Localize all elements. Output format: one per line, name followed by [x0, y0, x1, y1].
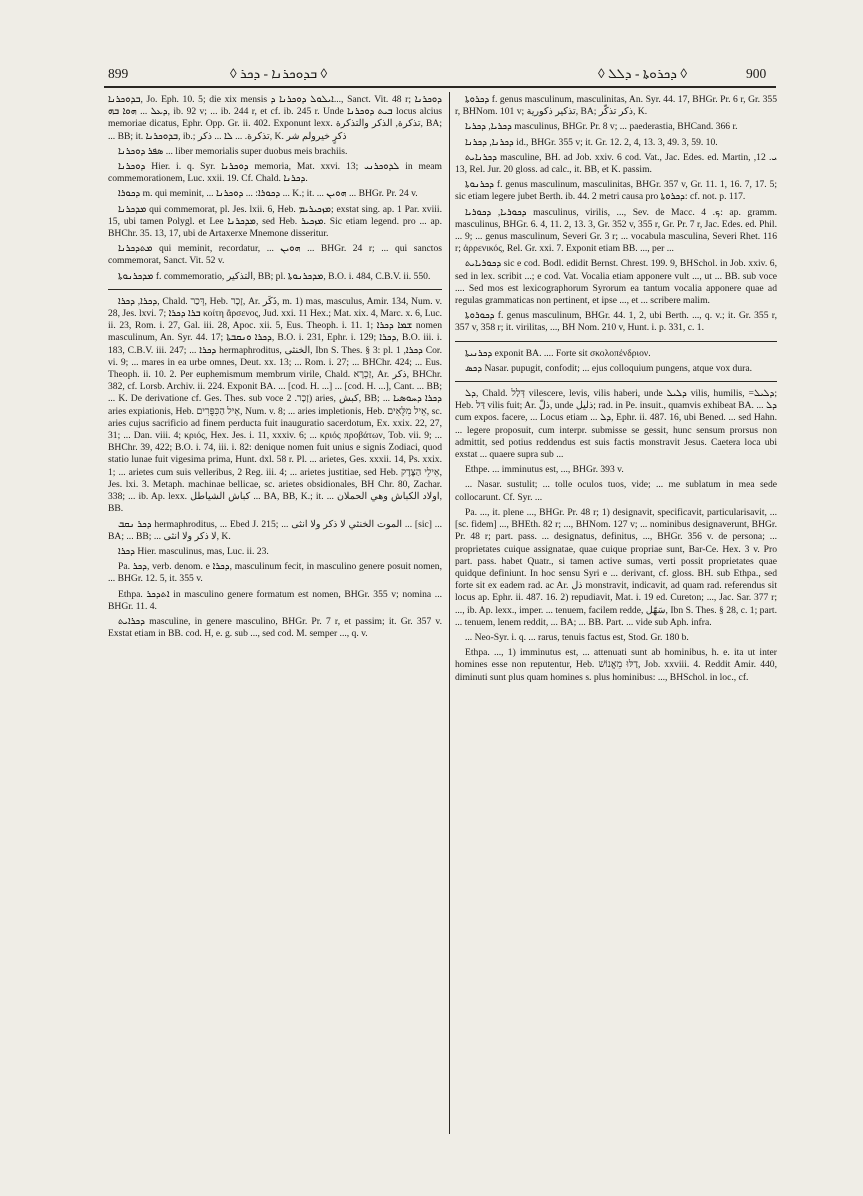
- left-page-number: 899: [108, 66, 129, 81]
- header-rule: [104, 86, 776, 88]
- entry: ܕܟܪܝܐ, ܕܟܪܝܐ masculinus, BHGr. Pr. 8 v; ... paederastia, BHCand. 366 r.: [465, 121, 738, 133]
- right-page-number: 900: [746, 66, 767, 81]
- entry: ܕܟܪ ܢܩܒ hermaphroditus, ... Ebed J. 215; ... الموت الخنثي لا ذكر ولا انثى ... [sic] ... BA; ... BB; ... لا ذكر ولا انثى, K.: [108, 518, 442, 542]
- entry: ܕܟܪܢܝܬܐ exponit BA. .... Forte sit σκολοπένδριον.: [465, 347, 651, 359]
- entry: ܕܟܪܐ Hier. masculinus, mas, Luc. ii. 23.: [118, 545, 269, 557]
- entry: ܕܟܘܪܝܐ, ܕܟܘܪܝܐ masculinus, virilis, ..., Sev. de Macc. ܟ. 4: ap. gramm. masculinus, BHGr. 6. 4, 11. 2, 13. 3, Gr. 352 v, 355 r, Gr. Pr. 7 r, Jac. Edes. ed. Phil. ... 9; ... genus masculinum, Severi Gr. 3 r; ... vocabula masculina, Severi Rhet. 116 r; ἀρρενικός, Rel. Gr. xxi. 7. Exponit etiam BB. ..., per ...: [455, 206, 777, 255]
- entry: ܕܟܘܪܐ m. qui meminit, ... ܕܟܘܪܐ: ... ܕܘܟܪܢܐ ... K.; it. ... ܗܘܝܢ ... BHGr. Pr. 24 v.: [118, 188, 418, 200]
- entry: ... Neo-Syr. i. q. ... rarus, tenuis factus est, Stod. Gr. 180 b.: [465, 631, 689, 643]
- entry: ... Nasar. sustulit; ... tolle oculos tuos, vide; ... me sublatum in mea sede collocarunt. Cf. Syr. ...: [455, 479, 777, 503]
- entry: ܕܟܣ Nasar. pupugit, confodit; ... ejus colloquium pungens, atque vox dura.: [465, 362, 752, 374]
- left-running-title: ◊ ܒܕܘܟܪܢܐ - ܕܟܪ ◊: [230, 66, 328, 81]
- entry: ܕܟܪܢܘܬܐ f. genus masculinum, masculinitas, BHGr. 357 v, Gr. 11. 1, 16. 7, 17. 5; sic etiam legere jubet Berth. ib. 44. 2 metri causa pro ܕܟܪܘܬܐ: cf. not. p. 117.: [455, 179, 777, 203]
- entry: Pa. ..., it. plene ..., BHGr. Pr. 48 r; 1) designavit, specificavit, particularisavit, ... [sc. fidem] ..., BHEth. 82 r; ..., BHNom. 127 v; ... nominibus designaverunt, BHGr. Pr. 48 r; part. pass. ... designatus, definitus, ..., BHGr. 356 v. de persona; ... proprietates cuique assignatae, quae cuique propriae sunt, Bar-Ce. Hex. 3 v. Pro part. pass. habet Quatr., si tamen active sumas, verti possit proprietates quae quidque definiunt. In hoc sensu Syri e ... derivant, cf. gloss. BH. sub Ethpa., sed forte sit ex eadem rad. ac Ar. ذل monstravit, indicavit, ad quam rad. referendus sit locus ap. Ephr. ii. 487. 16. 2) repudiavit, Mat. i. 19 ed. Cureton; ..., Jac. Sar. 377 r; ..., ib. Ap. lexx., imper. ... tenuem, facilem redde, سَهّل, Ibn S. Thes. § 28, c. 1; part. ... tenuem, lenem reddit, ... BA; ... BB. Part. ... vide sub Aph. infra.: [455, 506, 777, 628]
- entry: ܕܟܪܐ, ܕܟܪܐ, Chald. דְּכַר, Heb. זָכָר, Ar. ذَكَر, m. 1) mas, masculus, Amir. 134, Num. v. 28, Jes. lxvi. 7; ܒܪܐ ܕܟܪܐ κοίτη ἄρσενος, Jud. xxi. 11 Hex.; Mat. xix. 4, Marc. x. 6, Luc. ii. 23, Rom. i. 27, Gal. iii. 28, Apoc. xii. 5, Eus. Theoph. i. 11. 1; ܫܡܐ ܕܟܪܐ nomen masculinum, An. Syr. 44. 17; ܕܟܪܐ ܘܢܩܒܬܐ, B.O. i. 231, Ephr. i. 129; ܕܟܪܐ, B.O. iii. i. 183, C.B.V. iii. 247; ... ܕܟܪܐ hermaphroditus, الخنثى, Ibn S. Thes. § 3: pl. ܕܟܪܐ, 1 Cor. vi. 9; ... mares in ea urbe omnes, Deut. xx. 13; ... Rom. i. 27; ... BHChr. 424; ... Eus. Theoph. ii. 10. 2. Per euphemismum membrum virile, Chald. זַכְרָא, Ar. ذكر, BHChr. 382, cf. Lorsb. Archiv. ii. 224. Exponit BA. ... [cod. H. ...] ... [cod. H. ...], Cant. ... BB; ... K. De derivatione cf. Ges. Thes. sub voce זָכָר. 2) aries, كبش, BB; ... ܕܟܪܐ ܕܚܘܣܝܐ aries expiationis, Heb. אֵיל הַכִּפֻּרִים, Num. v. 8; ... aries impletionis, Heb. אֵיל מִלֻּאִים, sc. aries cujus sacrificio ad finem perducta fuit inauguratio sacerdotum, Ex. xxix. 22, 27, 31; ... Dan. viii. 4; κριός, Hex. Jes. i. 11, xxxiv. 6; ... κριός προβάτων, Tob. vii. 9; ... BHChr. 39, 422; B.O. i. 74, iii. i. 82: denique nomen fuit unius e signis Zodiaci, quod statio lunae fuit vigesima prima, Hunt. dxl. 58 r. Pl. ... arietes, Ges. xxxii. 14, Ps. xxix. 1; ... arietes cum suis velleribus, 2 Reg. iii. 4; ... arietes justitiae, sed Heb. אֵילֵי הַצֶּדֶק, Jes. lxi. 3. Metaph. machinae bellicae, sc. arietes obsidionales, BH Chr. 80, Zachar. 338; ... ib. Ap. lexx. كباش الشياطل ... BA, BB, K.; it. ... اولاد الكباش وهي الحملان, BB.: [108, 295, 442, 515]
- column-divider: [449, 92, 450, 1134]
- entry: ܕܠ, Chald. דְּלַל vilescere, levis, vilis haberi, unde ܕܠܝܠ vilis, humilis, =ܕܠܝܠ; Heb. דַּל vilis fuit; Ar. ذلّ, unde ذليل; rad. in Pe. insuit., quamvis exhibeat BA. ... ܕܠ cum expos. facere, ... Locus etiam ... ܕܠ, Ephr. ii. 487. 16, ubi Bened. ... sed Hahn. ... legere proposuit, cum interpr. submisse se gessit, hunc sensum prorsus non admittit, sed potius reddendus est suis factis monstravit Jesus. Caetera loca ubi exstat ... quaere supra sub ...: [455, 388, 777, 461]
- left-column: [108, 94, 442, 1132]
- entry: ܒܕܘܟܪܢܐ, Jo. Eph. 10. 5; die xix mensis ܐܝܠܘܠ ܕܘܟܪܢܐ ܕ..., Sanct. Vit. 48 r; ܕܘܟܪܢܐ ܕܥܠ ... ܗܘܐ ܒܗ, ib. 92 v; ... ib. 244 r, et cf. ib. 245 r. Unde ܒܝܬ ܕܘܟܪܢܐ locus alcius memoriae dicatus, Ephr. Opp. Gr. ii. 402. Exponunt lexx. تذكرة, الذكر والتذكرة, BA; ... BB; it. ܒܕܘܟܪܢܐ, ib.; تذكرة. ... ܠܐ ... ذكر, K. ذكرٍ خيرولم شر: [108, 94, 442, 142]
- section-rule: [455, 341, 777, 342]
- entry: ܣܦܪ ܕܘܟܪܢܐ ... liber memorialis super duobus meis brachiis.: [118, 145, 348, 157]
- entry: ܕܟܪܢܐ, ܕܟܪܢܐ id., BHGr. 355 v; it. Gr. 12. 2, 4, 13. 3, 49. 3, 59. 10.: [465, 136, 718, 148]
- right-running-title: ◊ ܕܟܪܘܬܐ - ܕܠܠ ◊: [598, 66, 687, 81]
- entry: ܕܟܘܪܘܬܐ f. genus masculinum, BHGr. 44. 1, 2, ubi Berth. ..., q. v.; it. Gr. 355 r, 357 v, 358 r; it. virilitas, ..., BH Nom. 210 v, Hunt. i. p. 331, c. 1.: [455, 310, 777, 334]
- entry: ܕܘܟܪܢܐ Hier. i. q. Syr. ܕܘܟܪܢܐ memoria, Mat. xxvi. 13; ܠܕܘܟܪܢܝ in meam commemorationem, Luc. xxii. 19. Cf. Chald. ܕܟܪܢܐ.: [108, 161, 442, 185]
- entry: ܡܕܟܪܢܘܬܐ f. commemoratio, التذكير, BB; pl. ܡܕܟܪܢܘܬܐ, B.O. i. 484, C.B.V. ii. 550.: [118, 270, 431, 282]
- entry: ܕܟܪܢܐܝܬ masculine, BH. ad Job. xxiv. 6 cod. Vat., Jac. Edes. ed. Martin, ܝ. 12, 13, Rel. Jur. 20 gloss. ad calc., it. BB, et K. passim.: [455, 151, 777, 176]
- entry: ܕܟܪܘܬܐ f. genus masculinum, masculinitas, An. Syr. 44. 17, BHGr. Pr. 6 r, Gr. 355 r, BHNom. 101 v; تذكير ذكورية, BA; ذكر تذكّر, K.: [455, 94, 777, 118]
- entry: Ethpa. ..., 1) imminutus est, ... attenuati sunt ab hominibus, h. e. ita ut inter homines esse non reputentur, Heb. דַלּוּ מֵאֱנוֹשׁ, Job. xxviii. 4. Reddit Amir. 440, diminuti sunt plus quam homines s. plus hominibus: ..., BHSchol. in loc., cf.: [455, 647, 777, 683]
- entry: ܡܕܟܪܢܐ qui commemorat, pl. Jes. lxii. 6, Heb. ܡܙܟܝܪܝܡ; exstat sing. ap. 1 Par. xviii. 15, ubi tamen Polygl. et Lee ܡܕܟܪܢܐ, sed Heb. ܡܙܟܝܪ. Sic etiam legend. pro ... ap. BHChr. 35. 13, 17, ubi de Artaxerxe Mnemone disseritur.: [108, 203, 442, 240]
- section-rule: [455, 381, 777, 382]
- entry: ܕܟܘܪܝܐܝܬ sic e cod. Bodl. edidit Bernst. Chrest. 199. 9, BHSchol. in Job. xxiv. 6, sed in lex. scribit ...; e cod. Vat. Vocalia etiam apponere vult ..., ut ... BB. sub voce .... Sed mos est lexicographorum Syrorum ea tantum vocalia apponere quae ad regulas grammaticas non pertinent, et ipse ..., et ... scribere malim.: [455, 258, 777, 307]
- right-column: [455, 94, 777, 1132]
- entry: Ethpe. ... imminutus est, ..., BHGr. 393 v.: [465, 464, 624, 476]
- entry: Ethpa. ܐܬܕܟܪ in masculino genere formatum est nomen, BHGr. 355 v; nomina ... BHGr. 11. 4.: [108, 588, 442, 612]
- entry: ܡܬܕܟܪܢܐ qui meminit, recordatur, ... ܗܘܝܢ ... BHGr. 24 r; ... qui sanctos commemorat, Sanct. Vit. 52 v.: [108, 243, 442, 267]
- section-rule: [108, 289, 442, 290]
- entry: ܕܟܪܐܝܬ masculine, in genere masculino, BHGr. Pr. 7 r, et passim; it. Gr. 357 v. Exstat etiam in BB. cod. H, e. g. sub ..., sed cod. M. semper ..., q. v.: [108, 615, 442, 640]
- entry: Pa. ܕܟܪ, verb. denom. e ܕܟܪܐ, masculinum fecit, in masculino genere posuit nomen, ... BHGr. 12. 5, it. 355 v.: [108, 561, 442, 585]
